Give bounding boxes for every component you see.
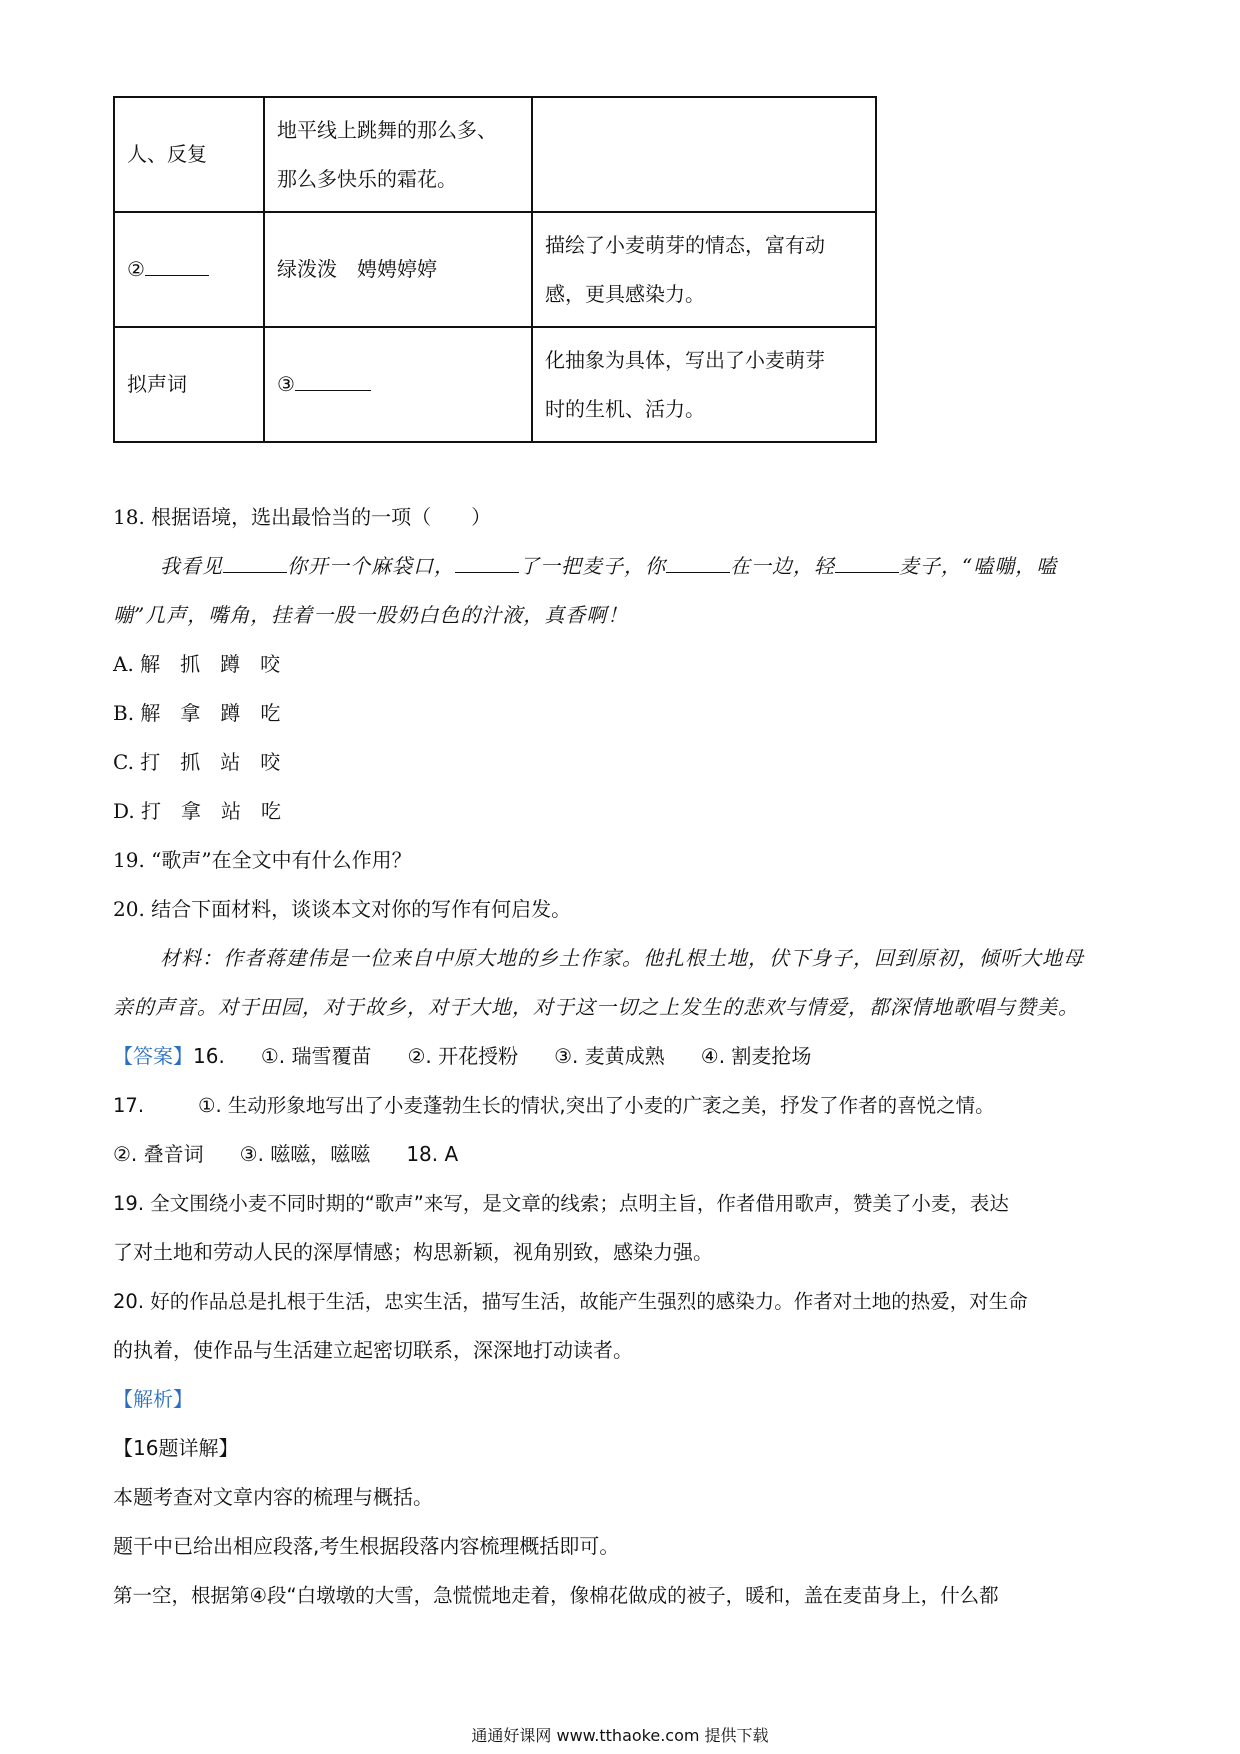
table-cell: 人、反复 [114,97,264,212]
option-a: A. 解 抓 蹲 咬 [113,652,281,676]
blank-line [145,255,209,276]
question-18-stem: 18. 根据语境，选出最恰当的一项（ ） [113,505,492,529]
table-cell: 绿泼泼 娉娉婷婷 [264,212,532,327]
analysis-16-heading: 【16题详解】 [113,1436,239,1460]
table-cell: ③ [264,327,532,442]
blank-line [295,370,371,391]
answer-17-18: ②. 叠音词 ③. 嗞嗞，嗞嗞 18. A [113,1142,459,1166]
option-c: C. 打 抓 站 咬 [113,750,281,774]
analysis-line-3: 第一空，根据第④段“白墩墩的大雪，急慌慌地走着，像棉花做成的被子，暖和，盖在麦苗身上，什么都 [113,1584,999,1607]
answer-19-line-2: 了对土地和劳动人民的深厚情感；构思新颖，视角别致，感染力强。 [113,1240,713,1264]
option-d: D. 打 拿 站 吃 [113,799,282,823]
footer-source: 通通好课网 www.tthaoke.com 提供下载 [471,1726,769,1745]
analysis-label: 【解析】 [113,1387,193,1411]
table-cell [532,97,876,212]
table-row [114,327,876,442]
option-b: B. 解 拿 蹲 吃 [113,701,281,725]
table-cell: 地平线上跳舞的那么多、 那么多快乐的霜花。 [264,97,532,212]
question-20: 20. 结合下面材料，谈谈本文对你的写作有何启发。 [113,897,572,921]
blank-line [455,552,519,573]
table-cell: 拟声词 [114,327,264,442]
analysis-line-2: 题干中已给出相应段落,考生根据段落内容梳理概括即可。 [113,1534,620,1558]
answer-label: 【答案】 [113,1044,193,1068]
answer-20-line-2: 的执着，使作品与生活建立起密切联系，深深地打动读者。 [113,1338,633,1362]
blank-line [223,552,287,573]
question-19: 19. “歌声”在全文中有什么作用？ [113,848,412,872]
answer-19-line-1: 19. 全文围绕小麦不同时期的“歌声”来写，是文章的线索；点明主旨，作者借用歌声，赞美了小麦，表达 [113,1192,1009,1215]
answer-16: 【答案】16. ①. 瑞雪覆苗 ②. 开花授粉 ③. 麦黄成熟 ④. 割麦抢场 [113,1044,812,1068]
material-line-2: 亲的声音。对于田园，对于故乡，对于大地，对于这一切之上发生的悲欢与情爱，都深情地歌唱与赞美。 [113,995,1079,1019]
answer-17: 17. ①. 生动形象地写出了小麦蓬勃生长的情状,突出了小麦的广袤之美，抒发了作者的喜悦之情。 [113,1094,995,1117]
analysis-line-1: 本题考查对文章内容的梳理与概括。 [113,1485,433,1509]
table-row [114,212,876,327]
table-cell: 化抽象为具体，写出了小麦萌芽 时的生机、活力。 [532,327,876,442]
question-18-passage-line-2: 嘣”几声，嘴角，挂着一股一股奶白色的汁液，真香啊！ [113,603,629,627]
question-18-passage-line-1: 我看见 你开一个麻袋口， 了一把麦子，你 在一边，轻 麦子，“嗑嘣，嗑 [160,554,1058,578]
table-cell: ② [114,212,264,327]
blank-line [666,552,730,573]
table-cell: 描绘了小麦萌芽的情态，富有动 感，更具感染力。 [532,212,876,327]
table-row [114,97,876,212]
answer-20-line-1: 20. 好的作品总是扎根于生活，忠实生活，描写生活，故能产生强烈的感染力。作者对土地的热爱，对生命 [113,1290,1028,1313]
material-line-1: 材料：作者蒋建伟是一位来自中原大地的乡土作家。他扎根土地，伏下身子，回到原初，倾听大地母 [160,946,1084,970]
blank-line [835,552,899,573]
rhetoric-table [113,96,877,443]
